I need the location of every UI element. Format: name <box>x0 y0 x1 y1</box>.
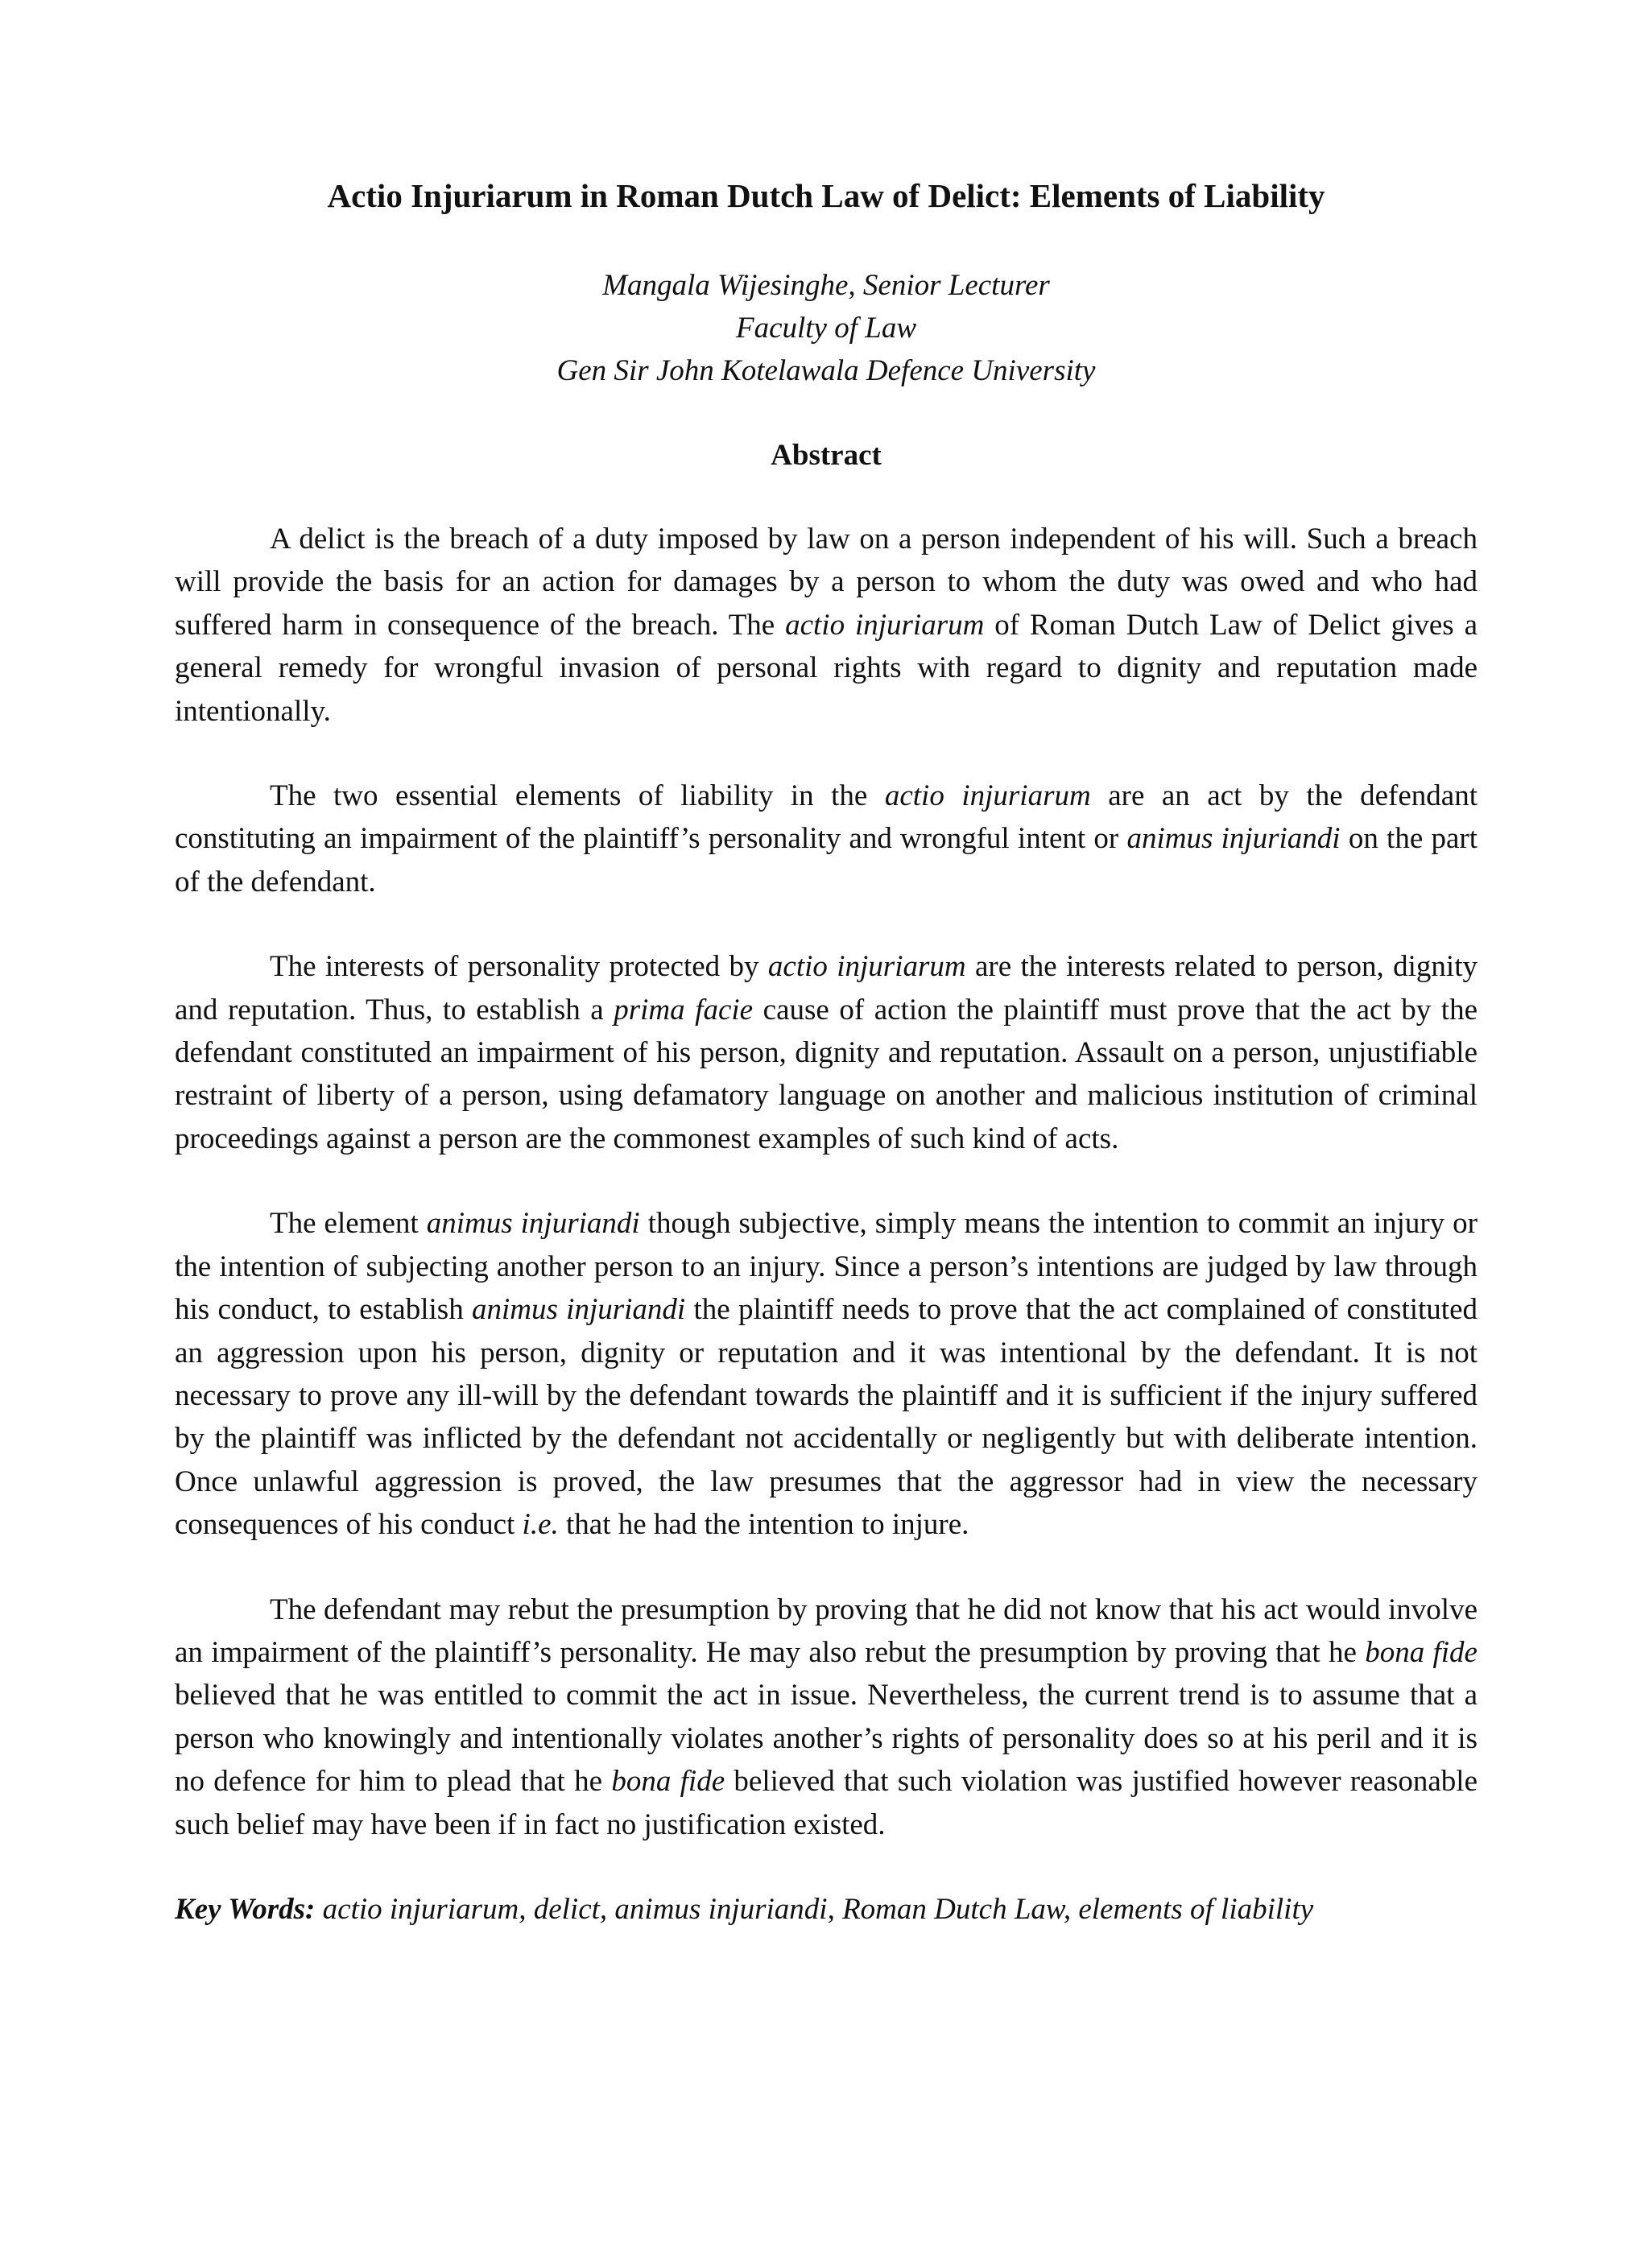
paragraph-text: believed that he was entitled to commit the act in issue. Nevertheless, the current trend is to assume that a person who knowingly and intentionally violates another’s rights of personality does so at his peril and it is no defence for him to plead that he <box>175 1679 1477 1799</box>
italic-term: animus injuriandi <box>471 1293 686 1327</box>
paragraph-text: that he had the intention to injure. <box>558 1508 969 1542</box>
paper-title: Actio Injuriarum in Roman Dutch Law of Delict: Elements of Liability <box>327 177 1325 214</box>
paragraph-text: on the part of the defendant. <box>175 822 1477 899</box>
paragraph-text: A delict is the breach of a duty imposed by law on a person independent of his will. Such a breach will provide the basis for an action for damages by a person to whom the duty was owed and who had suffered harm in consequence of the breach. The <box>175 523 1477 642</box>
paragraph-text: The interests of personality protected by <box>270 950 768 984</box>
paragraph-text: are the interests related to person, dignity and reputation. Thus, to establish a <box>175 950 1477 1027</box>
keywords-line <box>175 1888 1477 1931</box>
italic-term: animus injuriandi <box>426 1207 640 1241</box>
paragraph-text: The element <box>270 1207 427 1241</box>
italic-term: actio injuriarum <box>785 608 985 642</box>
abstract-paragraph-2 <box>175 775 1477 903</box>
paragraph-text: The two essential elements of liability in the <box>270 779 885 813</box>
abstract-heading: Abstract <box>771 439 882 472</box>
abstract-body <box>175 518 1477 1846</box>
paragraph-text: though subjective, simply means the intention to commit an injury or the intention of subjecting another person to an injury. Since a person’s intentions are judged by law through his conduct, to establish <box>175 1207 1477 1327</box>
author-name: Mangala Wijesinghe, Senior Lecturer <box>602 269 1050 302</box>
italic-term: actio injuriarum <box>767 950 966 984</box>
author-university: Gen Sir John Kotelawala Defence University <box>556 354 1096 387</box>
paragraph-text: The defendant may rebut the presumption by proving that he did not know that his act would involve an impairment of the plaintiff’s personality. He may also rebut the presumption by proving that he <box>175 1593 1477 1669</box>
abstract-paragraph-1 <box>175 518 1477 733</box>
paragraph-text: believed that such violation was justified however reasonable such belief may have been if in fact no justification existed. <box>175 1765 1477 1841</box>
italic-term: actio injuriarum <box>884 779 1091 813</box>
paragraph-text: the plaintiff needs to prove that the act complained of constituted an aggression upon his person, dignity or reputation and it was intentional by the defendant. It is not necessary to prove any ill-will by the defendant towards the plaintiff and it is sufficient if the injury suffered by the plaintiff was inflicted by the defendant not accidentally or negligently but with deliberate intention. Once unlawful aggression is proved, the law presumes that the aggressor had in view the necessary consequences of his conduct <box>175 1293 1477 1542</box>
italic-term: prima facie <box>614 993 754 1027</box>
keywords-label: Key Words: <box>175 1892 316 1926</box>
paragraph-text: cause of action the plaintiff must prove that the act by the defendant constituted an impairment of his person, dignity and reputation. Assault on a person, unjustifiable restraint of liberty of a person, using defamatory language on another and malicious institution of criminal proceedings against a person are the commonest examples of such kind of acts. <box>175 993 1477 1155</box>
paper-page <box>175 176 1477 1931</box>
italic-term: animus injuriandi <box>1126 822 1341 856</box>
italic-term: bona fide <box>1365 1635 1477 1669</box>
paragraph-text: are an act by the defendant constituting an impairment of the plaintiff’s personality and wrongful intent or <box>175 779 1477 856</box>
abstract-paragraph-5 <box>175 1588 1477 1846</box>
author-block <box>175 264 1477 392</box>
abstract-paragraph-3 <box>175 945 1477 1160</box>
paragraph-text: of Roman Dutch Law of Delict gives a general remedy for wrongful invasion of personal rights with regard to dignity and reputation made intentionally. <box>175 608 1477 728</box>
keywords-text: actio injuriarum, delict, animus injuriandi, Roman Dutch Law, elements of liability <box>315 1892 1314 1926</box>
italic-term: i.e. <box>522 1508 559 1542</box>
author-faculty: Faculty of Law <box>735 312 917 345</box>
italic-term: bona fide <box>611 1765 725 1799</box>
abstract-paragraph-4 <box>175 1202 1477 1546</box>
